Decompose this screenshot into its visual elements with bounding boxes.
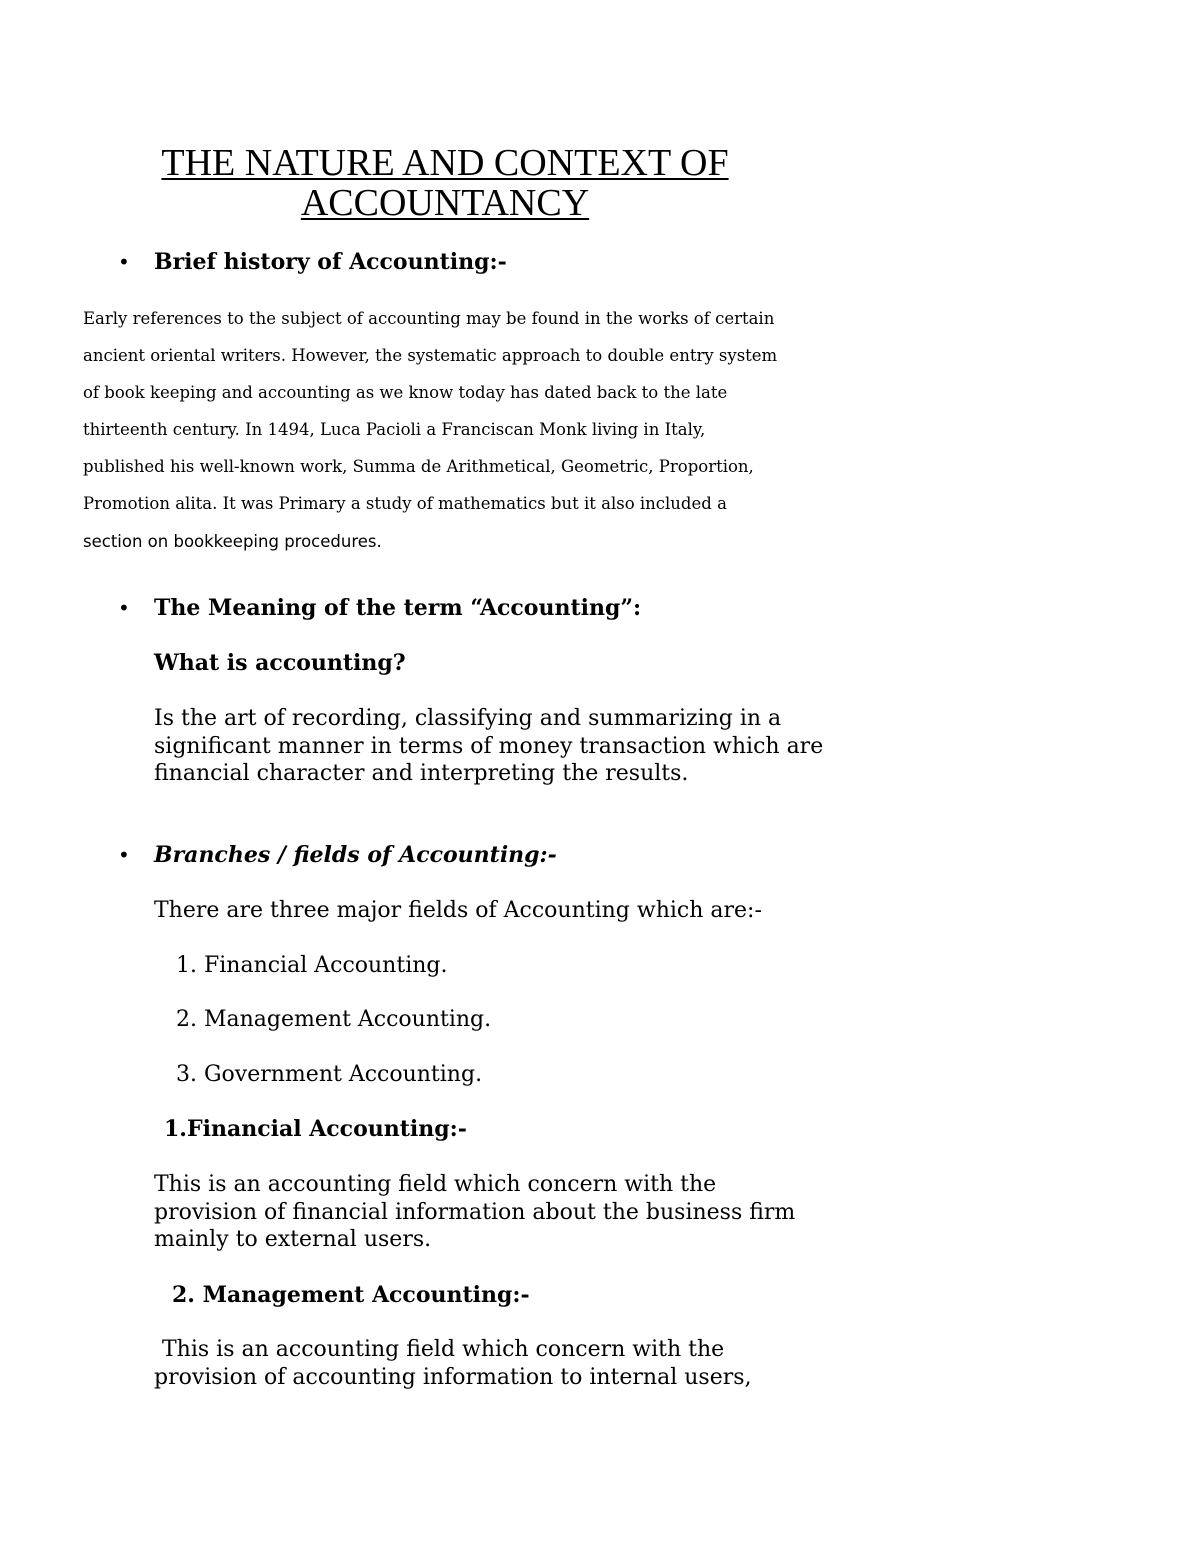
subheading-management: 2. Management Accounting:- [172,1282,530,1308]
bullet-icon: • [118,250,130,274]
history-line: Promotion alita. It was Primary a study of mathematics but it also included a [83,494,727,513]
history-line: ancient oriental writers. However, the systematic approach to double entry system [83,346,778,365]
section-heading-meaning: The Meaning of the term “Accounting”: [154,595,642,621]
list-item: 2. Management Accounting. [176,1007,492,1032]
document-title-line1: THE NATURE AND CONTEXT OF [161,142,729,184]
history-line: Early references to the subject of accounting may be found in the works of certain [83,309,775,328]
bullet-icon: • [118,596,130,620]
subheading-financial: 1.Financial Accounting:- [164,1116,467,1142]
history-line: of book keeping and accounting as we know today has dated back to the late [83,383,728,402]
document-title-line2: ACCOUNTANCY [300,182,590,224]
financial-paragraph: This is an accounting field which concern with the provision of financial information about the business firm mainly to external users. [154,1172,796,1252]
management-paragraph: This is an accounting field which concern with the provision of accounting information to internal users, [154,1337,752,1390]
section-heading-history: Brief history of Accounting:- [154,249,507,275]
branches-intro: There are three major fields of Accounting which are:- [154,898,762,923]
history-last-line: section on bookkeeping procedures. [83,532,382,551]
list-item: 1. Financial Accounting. [176,953,448,978]
history-line: thirteenth century. In 1494, Luca Pacioli a Franciscan Monk living in Italy, [83,420,706,439]
definition-paragraph: Is the art of recording, classifying and summarizing in a significant manner in terms of money transaction which are financial character and interpreting the results. [154,706,824,786]
question-heading: What is accounting? [154,650,406,676]
bullet-icon: • [118,843,130,867]
history-line: published his well-known work, Summa de Arithmetical, Geometric, Proportion, [83,457,754,476]
section-heading-branches: Branches / fields of Accounting:- [154,842,557,868]
list-item: 3. Government Accounting. [176,1062,483,1087]
